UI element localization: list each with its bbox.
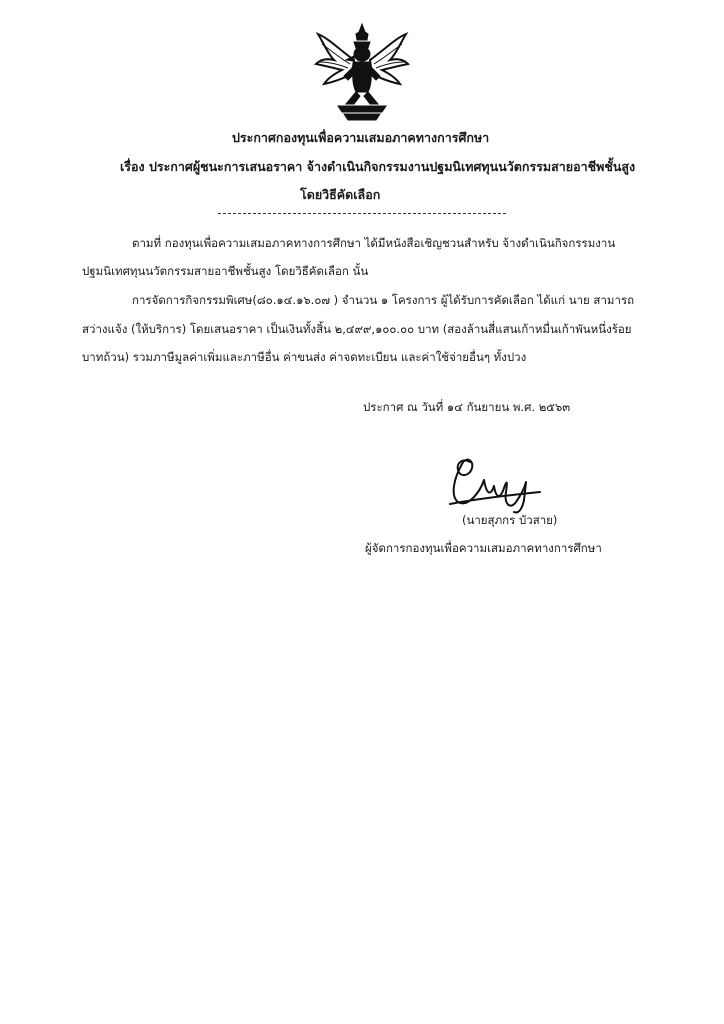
garuda-emblem-icon	[310, 20, 414, 124]
signer-title: ผู้จัดการกองทุนเพื่อความเสมอภาคทางการศึกษา	[365, 541, 602, 555]
body-paragraph-2-line-2: สว่างแจ้ง (ให้บริการ) โดยเสนอราคา เป็นเงินทั้งสิ้น ๒,๔๙๙,๑๐๐.๐๐ บาท (สองล้านสี่แสนเก้าหมื่นเก้าพันหนึ่งร้อย	[82, 322, 632, 336]
body-paragraph-1-line-1: ตามที่ กองทุนเพื่อความเสมอภาคทางการศึกษา ได้มีหนังสือเชิญชวนสำหรับ จ้างดำเนินกิจกรรมงาน	[132, 236, 616, 250]
body-paragraph-2-line-3: บาทถ้วน) รวมภาษีมูลค่าเพิ่มและภาษีอื่น ค่าขนส่ง ค่าจดทะเบียน และค่าใช้จ่ายอื่นๆ ทั้งปวง	[82, 350, 527, 364]
signer-name: (นายสุภกร บัวสาย)	[462, 513, 558, 527]
body-paragraph-2-line-1: การจัดการกิจกรรมพิเศษ(๘๐.๑๔.๑๖.๐๗ ) จำนวน ๑ โครงการ ผู้ได้รับการคัดเลือก ได้แก่ นาย สามารถ	[132, 293, 635, 307]
handwritten-signature	[440, 452, 550, 518]
header-divider	[218, 213, 506, 214]
announcement-subject: เรื่อง ประกาศผู้ชนะการเสนอราคา จ้างดำเนินกิจกรรมงานปฐมนิเทศทุนนวัตกรรมสายอาชีพชั้นสูง	[120, 159, 636, 174]
announcement-title: ประกาศกองทุนเพื่อความเสมอภาคทางการศึกษา	[232, 130, 490, 145]
body-paragraph-1-line-2: ปฐมนิเทศทุนนวัตกรรมสายอาชีพชั้นสูง โดยวิธีคัดเลือก นั้น	[82, 264, 369, 278]
announcement-date: ประกาศ ณ วันที่ ๑๔ กันยายน พ.ศ. ๒๕๖๓	[363, 400, 571, 414]
announcement-method: โดยวิธีคัดเลือก	[300, 187, 381, 202]
